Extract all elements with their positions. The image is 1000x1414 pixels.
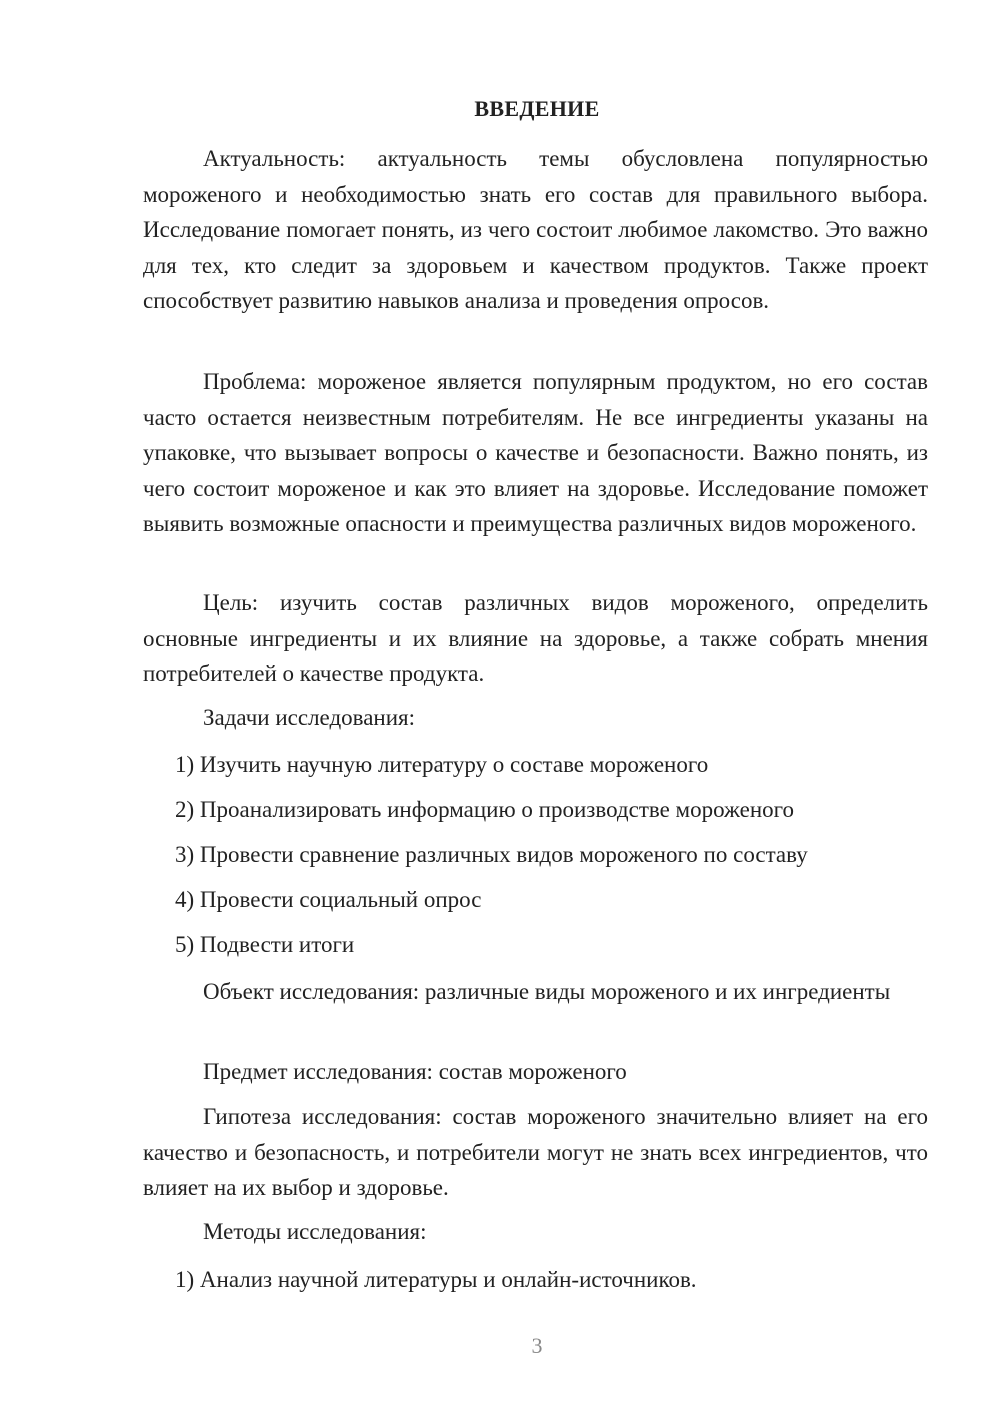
task-item: 5) Подвести итоги	[175, 932, 355, 957]
task-item: 2) Проанализировать информацию о производстве мороженого	[175, 797, 795, 822]
method-item: 1) Анализ научной литературы и онлайн-источников.	[175, 1267, 697, 1292]
problem-paragraph: Проблема: мороженое является популярным продуктом, но его состав часто остается неизвестным потребителям. Не все ингредиенты указаны на упаковке, что вызывает вопросы о качестве и безопасности. Важно понять, из чего состоит мороженое и как это влияет на здоровье. Исследование поможет выявить возможные опасности и преимущества различных видов мороженого.	[143, 369, 928, 536]
goal-paragraph: Цель: изучить состав различных видов мороженого, определить основные ингредиенты и их влияние на здоровье, а также собрать мнения потребителей о качестве продукта.	[143, 590, 928, 686]
task-item: 4) Провести социальный опрос	[175, 887, 482, 912]
page-number: 3	[531, 1333, 543, 1358]
tasks-heading: Задачи исследования:	[203, 705, 416, 730]
subject-line: Предмет исследования: состав мороженого	[203, 1059, 627, 1084]
hypothesis-paragraph: Гипотеза исследования: состав мороженого значительно влияет на его качество и безопасность, и потребители могут не знать всех ингредиентов, что влияет на их выбор и здоровье.	[143, 1104, 928, 1200]
task-item: 1) Изучить научную литературу о составе мороженого	[175, 752, 709, 777]
relevance-paragraph: Актуальность: актуальность темы обусловлена популярностью мороженого и необходимостью знать его состав для правильного выбора. Исследование помогает понять, из чего состоит любимое лакомство. Это важно для тех, кто следит за здоровьем и качеством продуктов. Также проект способствует развитию навыков анализа и проведения опросов.	[143, 146, 928, 313]
task-item: 3) Провести сравнение различных видов мороженого по составу	[175, 842, 808, 867]
methods-heading: Методы исследования:	[203, 1219, 427, 1244]
object-paragraph: Объект исследования: различные виды мороженого и их ингредиенты	[203, 979, 891, 1004]
page-title: ВВЕДЕНИЕ	[474, 96, 600, 121]
